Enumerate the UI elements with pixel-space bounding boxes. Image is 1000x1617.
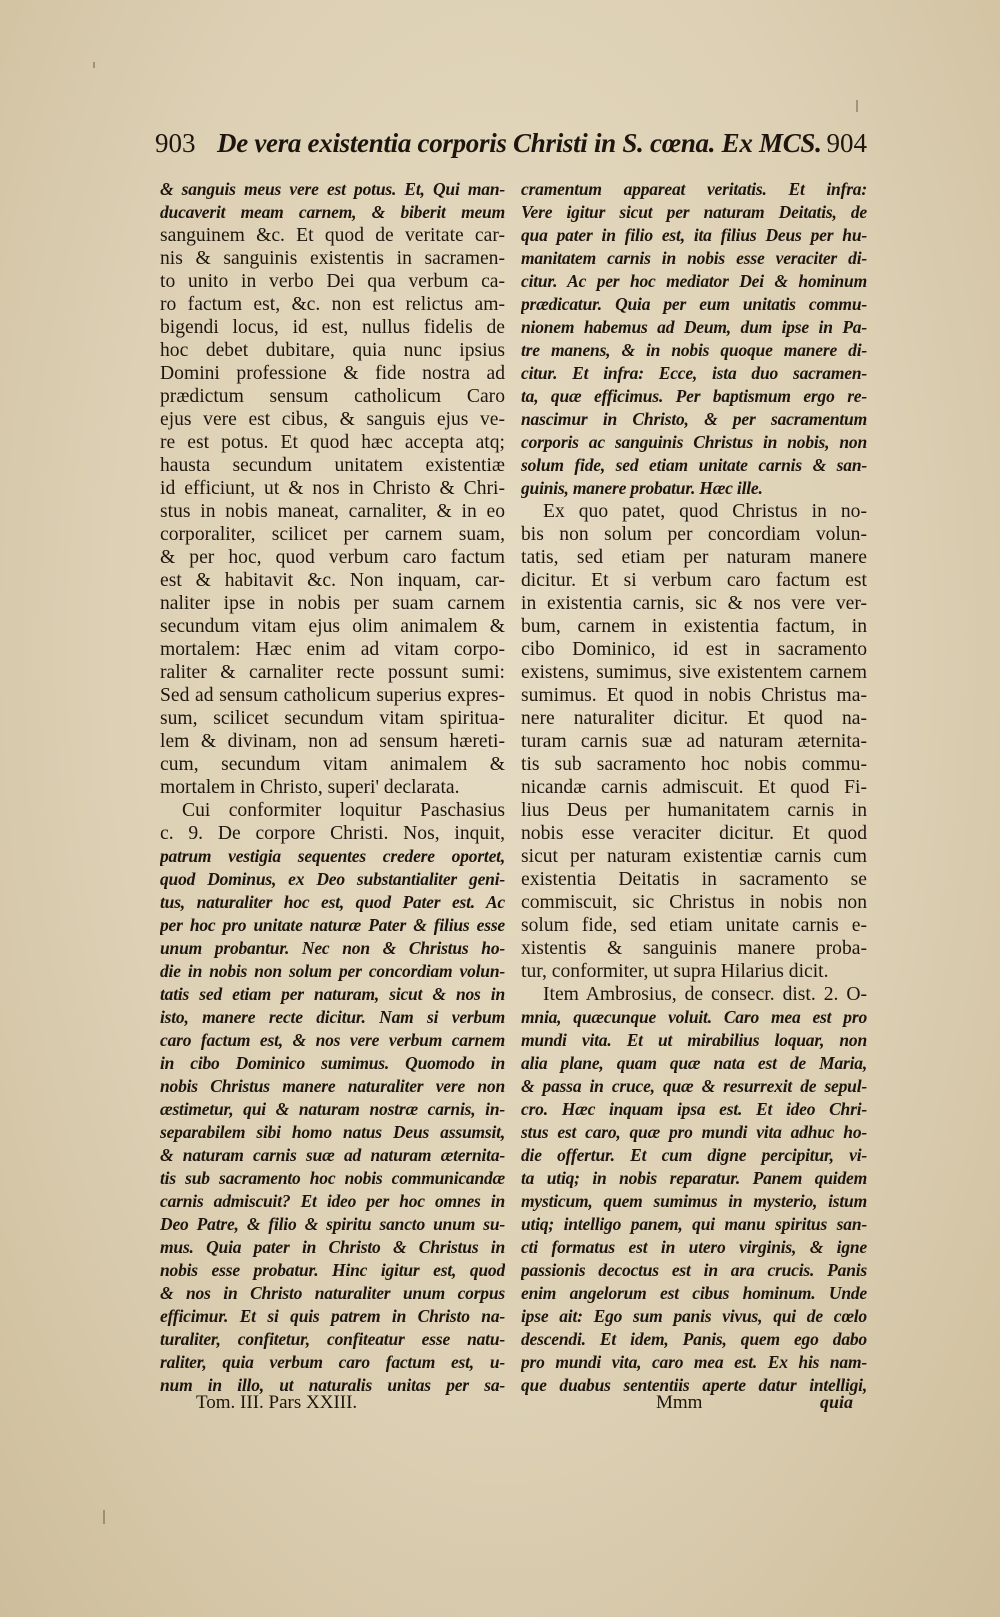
text-line: ta, quæ efficimus. Per baptismum ergo re- — [521, 386, 867, 406]
paper-speck — [856, 100, 858, 112]
text-line: enim angelorum est cibus hominum. Unde — [521, 1283, 867, 1303]
text-line: descendi. Et idem, Panis, quem ego dabo — [521, 1329, 867, 1349]
text-line: hausta secundum unitatem existentiæ — [160, 455, 505, 476]
text-line: pro mundi vita, caro mea est. Ex his nam- — [521, 1352, 867, 1372]
text-line: qua pater in filio est, ita filius Deus per hu- — [521, 225, 867, 245]
text-line: Ex quo patet, quod Christus in no- — [543, 501, 867, 522]
text-line: & naturam carnis suæ ad naturam æternita- — [160, 1145, 505, 1165]
text-line: mus. Quia pater in Christo & Christus in — [160, 1237, 505, 1257]
text-line: existens, sumimus, sive existentem carnem — [521, 662, 867, 683]
catchword: quia — [820, 1392, 854, 1412]
text-line: efficimur. Et si quis patrem in Christo na- — [160, 1306, 505, 1326]
text-line: Cui conformiter loquitur Paschasius — [182, 800, 505, 821]
page-header — [155, 128, 867, 166]
text-line: stus est caro, quæ pro mundi vita adhuc ho- — [521, 1122, 867, 1142]
text-line: to unito in verbo Dei qua verbum ca- — [160, 271, 505, 292]
text-line: mortalem in Christo, superi' declarata. — [160, 777, 460, 798]
text-line: Deo Patre, & filio & spiritu sancto unum su- — [160, 1214, 505, 1234]
text-line: num in illo, ut naturalis unitas per sa- — [160, 1375, 505, 1395]
text-line: per hoc pro unitate naturæ Pater & filius esse — [160, 915, 505, 935]
text-line: mundi vita. Et ut mirabilius loquar, non — [521, 1030, 867, 1050]
text-line: Domini professione & fide nostra ad — [160, 363, 505, 384]
text-line: unum probantur. Nec non & Christus ho- — [160, 938, 505, 958]
text-line: xistentis & sanguinis manere proba- — [521, 938, 867, 959]
text-line: ducaverit meam carnem, & biberit meum — [160, 202, 505, 222]
page-number-left: 903 — [155, 128, 196, 158]
text-line: bis non solum per concordiam volun- — [521, 524, 867, 545]
text-line: turam carnis suæ ad naturam æternita- — [521, 731, 867, 752]
text-line: nobis esse veraciter dicitur. Et quod — [521, 823, 867, 844]
page-number-right: 904 — [826, 128, 867, 158]
text-line: quod Dominus, ex Deo substantialiter geni- — [160, 869, 505, 889]
paper-speck — [103, 1510, 105, 1524]
text-line: id efficiunt, ut & nos in Christo & Chri- — [160, 478, 505, 499]
text-line: Item Ambrosius, de consecr. dist. 2. O- — [543, 984, 867, 1005]
text-line: carnis admiscuit? Et ideo per hoc omnes in — [160, 1191, 505, 1211]
text-line: raliter, quia verbum caro factum est, u- — [160, 1352, 505, 1372]
text-line: alia plane, quam quæ nata est de Maria, — [521, 1053, 867, 1073]
signature-mark: Mmm — [656, 1392, 703, 1413]
text-line: manitatem carnis in nobis esse veraciter di- — [521, 248, 867, 268]
text-line: & passa in cruce, quæ & resurrexit de sepul- — [521, 1076, 867, 1096]
text-line: solum fide, sed etiam unitate carnis e- — [521, 915, 867, 936]
left-text-column — [160, 178, 505, 1397]
text-line: utiq; intelligo panem, qui manu spiritus san- — [521, 1214, 867, 1234]
running-title: De vera existentia corporis Christi in S. cœna. Ex MCS. — [217, 128, 822, 158]
text-line: nionem habemus ad Deum, dum ipse in Pa- — [521, 317, 867, 337]
text-line: mysticum, quem sumimus in mysterio, istum — [521, 1191, 867, 1211]
text-line: sicut per naturam existentiæ carnis cum — [521, 846, 867, 867]
text-line: tis sub sacramento hoc nobis commu- — [521, 754, 867, 775]
text-line: in cibo Dominico sumimus. Quomodo in — [160, 1053, 505, 1073]
text-line: raliter & carnaliter recte possunt sumi: — [160, 662, 505, 683]
text-line: naliter ipse in nobis per suam carnem — [160, 593, 505, 614]
text-line: caro factum est, & nos vere verbum carnem — [160, 1030, 505, 1050]
text-line: tatis, sed etiam per naturam manere — [521, 547, 867, 568]
text-line: lem & divinam, non ad sensum hæreti- — [160, 731, 505, 752]
text-line: citur. Et infra: Ecce, ista duo sacramen- — [521, 363, 867, 383]
text-line: commiscuit, sic Christus in nobis non — [521, 892, 867, 913]
text-line: mnia, quæcunque voluit. Caro mea est pro — [521, 1007, 867, 1027]
text-line: re est potus. Et quod hæc accepta atq; — [160, 432, 505, 453]
text-line: nobis esse probatur. Hinc igitur est, quod — [160, 1260, 505, 1280]
text-line: Sed ad sensum catholicum superius expres- — [160, 685, 505, 706]
text-line: cti formatus est in utero virginis, & igne — [521, 1237, 867, 1257]
right-text-column — [521, 178, 867, 1397]
text-line: bum, carnem in existentia factum, in — [521, 616, 867, 637]
text-line: tur, conformiter, ut supra Hilarius dicit. — [521, 961, 829, 982]
text-line: tre manens, & in nobis quoque manere di- — [521, 340, 867, 360]
text-line: guinis, manere probatur. Hæc ille. — [521, 478, 763, 498]
text-line: est & habitavit &c. Non inquam, car- — [160, 570, 505, 591]
text-line: citur. Ac per hoc mediator Dei & hominum — [521, 271, 867, 291]
text-line: & nos in Christo naturaliter unum corpus — [160, 1283, 505, 1303]
text-line: æstimetur, qui & naturam nostræ carnis, in- — [160, 1099, 505, 1119]
text-line: stus in nobis maneat, carnaliter, & in eo — [160, 501, 505, 522]
text-line: & per hoc, quod verbum caro factum — [160, 547, 505, 568]
text-line: in existentia carnis, sic & nos vere ver- — [521, 593, 867, 614]
text-line: sum, scilicet secundum vitam spiritua- — [160, 708, 505, 729]
text-line: nis & sanguinis existentis in sacramen- — [160, 248, 505, 269]
text-line: secundum vitam ejus olim animalem & — [160, 616, 505, 637]
text-line: solum fide, sed etiam unitate carnis & san- — [521, 455, 867, 475]
text-line: sumimus. Et quod in nobis Christus ma- — [521, 685, 867, 706]
text-line: mortalem: Hæc enim ad vitam corpo- — [160, 639, 505, 660]
text-line: nobis Christus manere naturaliter vere non — [160, 1076, 505, 1096]
text-line: corporaliter, scilicet per carnem suam, — [160, 524, 505, 545]
text-line: patrum vestigia sequentes credere oportet, — [160, 846, 505, 866]
text-line: tus, naturaliter hoc est, quod Pater est. Ac — [160, 892, 505, 912]
text-line: ipse ait: Ego sum panis vivus, qui de cœlo — [521, 1306, 867, 1326]
text-line: cibo Dominico, id est in sacramento — [521, 639, 867, 660]
text-line: cro. Hæc inquam ipsa est. Et ideo Chri- — [521, 1099, 867, 1119]
text-line: cramentum appareat veritatis. Et infra: — [521, 179, 867, 199]
text-line: corporis ac sanguinis Christus in nobis, non — [521, 432, 867, 452]
text-line: nicandæ carnis admiscuit. Et quod Fi- — [521, 777, 867, 798]
paper-speck — [93, 62, 95, 68]
text-line: separabilem sibi homo natus Deus assumsit, — [160, 1122, 505, 1142]
signature-volume: Tom. III. Pars XXIII. — [196, 1392, 358, 1413]
text-line: existentia Deitatis in sacramento se — [521, 869, 867, 890]
text-line: ta utiq; in nobis reparatur. Panem quidem — [521, 1168, 867, 1188]
text-line: die in nobis non solum per concordiam volun- — [160, 961, 505, 981]
text-line: die offertur. Et cum digne percipitur, vi- — [521, 1145, 867, 1165]
text-line: sanguinem &c. Et quod de veritate car- — [160, 225, 505, 246]
text-line: que duabus sententiis aperte datur intelligi, — [521, 1375, 867, 1395]
text-line: prædicatur. Quia per eum unitatis commu- — [521, 294, 867, 314]
text-line: isto, manere recte dicitur. Nam si verbum — [160, 1007, 505, 1027]
text-line: & sanguis meus vere est potus. Et, Qui man- — [160, 179, 505, 199]
text-line: c. 9. De corpore Christi. Nos, inquit, — [160, 823, 505, 844]
text-line: passionis decoctus est in ara crucis. Panis — [521, 1260, 867, 1280]
text-line: nere naturaliter dicitur. Et quod na- — [521, 708, 867, 729]
text-line: Vere igitur sicut per naturam Deitatis, de — [521, 202, 867, 222]
text-line: hoc debet dubitare, quia nunc ipsius — [160, 340, 505, 361]
text-line: ro factum est, &c. non est relictus am- — [160, 294, 505, 315]
text-line: bigendi locus, id est, nullus fidelis de — [160, 317, 505, 338]
text-line: nascimur in Christo, & per sacramentum — [521, 409, 867, 429]
text-line: lius Deus per humanitatem carnis in — [521, 800, 867, 821]
text-line: tatis sed etiam per naturam, sicut & nos in — [160, 984, 505, 1004]
text-line: cum, secundum vitam animalem & — [160, 754, 505, 775]
text-line: ejus vere est cibus, & sanguis ejus ve- — [160, 409, 505, 430]
text-line: turaliter, confitetur, confiteatur esse natu- — [160, 1329, 505, 1349]
text-line: tis sub sacramento hoc nobis communicandæ — [160, 1168, 505, 1188]
text-line: prædictum sensum catholicum Caro — [160, 386, 505, 407]
text-line: dicitur. Et si verbum caro factum est — [521, 570, 867, 591]
